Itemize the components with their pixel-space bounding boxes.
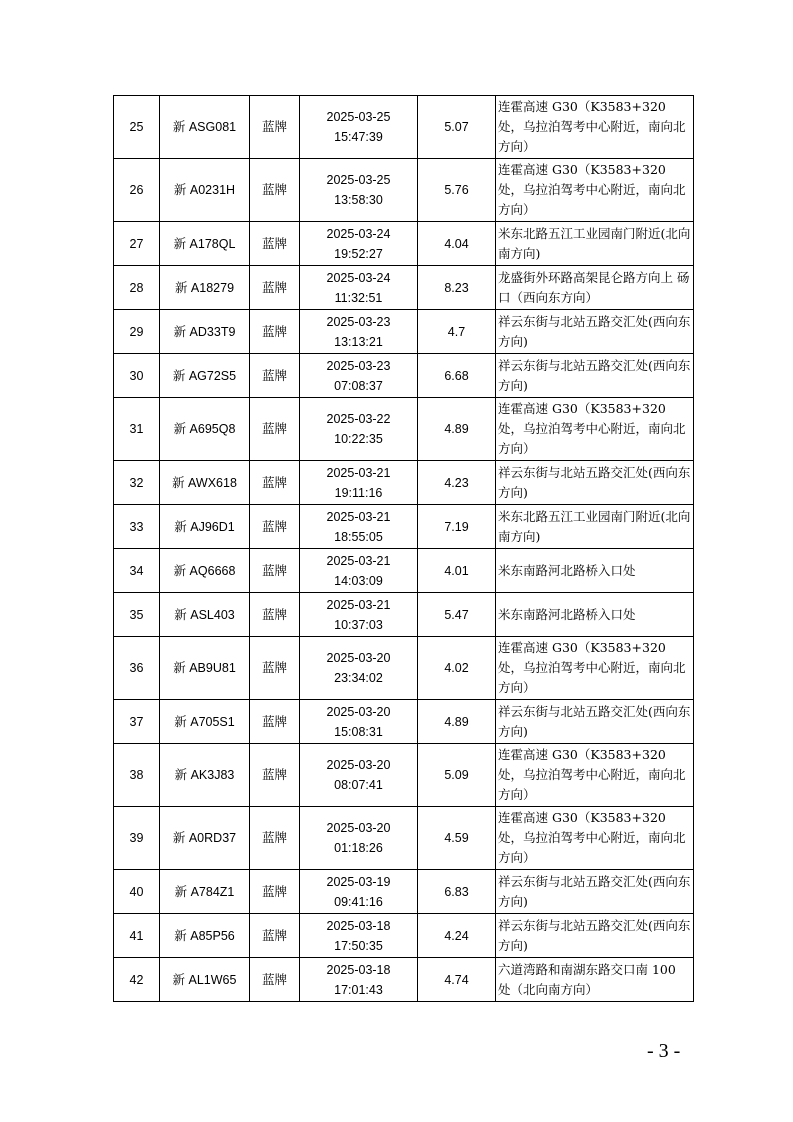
table-row — [114, 914, 694, 958]
time-text: 17:01:43 — [334, 982, 383, 997]
timestamp-cell — [300, 222, 418, 266]
timestamp-cell — [300, 549, 418, 593]
timestamp-cell — [300, 96, 418, 159]
location-cell: 祥云东街与北站五路交汇处(西向东方向) — [496, 870, 694, 914]
plate-color-cell: 蓝牌 — [250, 96, 300, 159]
time-text: 15:08:31 — [334, 724, 383, 739]
location-cell: 连霍高速 G30（K3583+320 处，乌拉泊驾考中心附近，南向北方向） — [496, 159, 694, 222]
plate-color-cell: 蓝牌 — [250, 593, 300, 637]
timestamp-cell — [300, 461, 418, 505]
plate-number-cell: 新 A695Q8 — [160, 398, 250, 461]
plate-number-cell: 新 AJ96D1 — [160, 505, 250, 549]
plate-number-cell: 新 A784Z1 — [160, 870, 250, 914]
time-text: 01:18:26 — [334, 841, 383, 855]
timestamp-cell — [300, 637, 418, 700]
timestamp-cell — [300, 807, 418, 870]
row-number-cell: 28 — [114, 266, 160, 310]
plate-color-cell: 蓝牌 — [250, 505, 300, 549]
time-text: 19:52:27 — [334, 246, 383, 261]
timestamp-cell — [300, 310, 418, 354]
table-row — [114, 637, 694, 700]
location-cell: 祥云东街与北站五路交汇处(西向东方向) — [496, 700, 694, 744]
time-text: 10:22:35 — [334, 432, 383, 446]
time-text: 23:34:02 — [334, 671, 383, 685]
plate-color-cell: 蓝牌 — [250, 222, 300, 266]
table-row — [114, 461, 694, 505]
timestamp-cell — [300, 505, 418, 549]
measured-value-cell: 4.04 — [418, 222, 496, 266]
location-cell: 祥云东街与北站五路交汇处(西向东方向) — [496, 914, 694, 958]
date-text: 2025-03-21 — [326, 597, 391, 612]
plate-number-cell: 新 ASL403 — [160, 593, 250, 637]
location-cell: 龙盛街外环路高架昆仑路方向上 砀口（西向东方向） — [496, 266, 694, 310]
time-text: 13:58:30 — [334, 193, 383, 207]
measured-value-cell: 5.47 — [418, 593, 496, 637]
location-cell: 祥云东街与北站五路交汇处(西向东方向) — [496, 461, 694, 505]
time-text: 14:03:09 — [334, 573, 383, 588]
plate-color-cell: 蓝牌 — [250, 159, 300, 222]
row-number-cell: 25 — [114, 96, 160, 159]
measured-value-cell: 5.76 — [418, 159, 496, 222]
date-text: 2025-03-19 — [326, 874, 391, 889]
plate-color-cell: 蓝牌 — [250, 266, 300, 310]
plate-number-cell: 新 AQ6668 — [160, 549, 250, 593]
row-number-cell: 26 — [114, 159, 160, 222]
timestamp-cell — [300, 398, 418, 461]
timestamp-cell — [300, 914, 418, 958]
date-text: 2025-03-20 — [326, 821, 391, 835]
time-text: 18:55:05 — [334, 529, 383, 544]
location-cell: 米东北路五江工业园南门附近(北向南方向) — [496, 222, 694, 266]
time-text: 09:41:16 — [334, 894, 383, 909]
row-number-cell: 42 — [114, 958, 160, 1002]
row-number-cell: 38 — [114, 744, 160, 807]
plate-color-cell: 蓝牌 — [250, 807, 300, 870]
row-number-cell: 40 — [114, 870, 160, 914]
location-cell: 连霍高速 G30（K3583+320 处，乌拉泊驾考中心附近，南向北方向） — [496, 744, 694, 807]
location-cell: 连霍高速 G30（K3583+320 处，乌拉泊驾考中心附近，南向北方向） — [496, 398, 694, 461]
row-number-cell: 33 — [114, 505, 160, 549]
plate-color-cell: 蓝牌 — [250, 310, 300, 354]
measured-value-cell: 4.23 — [418, 461, 496, 505]
measured-value-cell: 4.59 — [418, 807, 496, 870]
location-cell: 米东南路河北路桥入口处 — [496, 549, 694, 593]
plate-number-cell: 新 A0RD37 — [160, 807, 250, 870]
date-text: 2025-03-20 — [326, 758, 391, 772]
plate-number-cell: 新 ASG081 — [160, 96, 250, 159]
time-text: 15:47:39 — [334, 130, 383, 144]
date-text: 2025-03-24 — [326, 226, 391, 241]
measured-value-cell: 6.68 — [418, 354, 496, 398]
row-number-cell: 32 — [114, 461, 160, 505]
date-text: 2025-03-24 — [326, 270, 391, 285]
measured-value-cell: 4.89 — [418, 700, 496, 744]
row-number-cell: 34 — [114, 549, 160, 593]
plate-color-cell: 蓝牌 — [250, 914, 300, 958]
measured-value-cell: 5.07 — [418, 96, 496, 159]
time-text: 13:13:21 — [334, 334, 383, 349]
time-text: 19:11:16 — [334, 485, 383, 500]
date-text: 2025-03-23 — [326, 314, 391, 329]
table-row — [114, 549, 694, 593]
date-text: 2025-03-20 — [326, 704, 391, 719]
location-cell: 祥云东街与北站五路交汇处(西向东方向) — [496, 354, 694, 398]
plate-number-cell: 新 AK3J83 — [160, 744, 250, 807]
table-row — [114, 958, 694, 1002]
date-text: 2025-03-20 — [326, 651, 391, 665]
date-text: 2025-03-22 — [326, 412, 391, 426]
timestamp-cell — [300, 870, 418, 914]
timestamp-cell — [300, 354, 418, 398]
measured-value-cell: 4.02 — [418, 637, 496, 700]
date-text: 2025-03-18 — [326, 918, 391, 933]
row-number-cell: 37 — [114, 700, 160, 744]
records-table — [113, 95, 694, 1002]
row-number-cell: 39 — [114, 807, 160, 870]
date-text: 2025-03-23 — [326, 358, 391, 373]
location-cell: 祥云东街与北站五路交汇处(西向东方向) — [496, 310, 694, 354]
plate-color-cell: 蓝牌 — [250, 700, 300, 744]
time-text: 17:50:35 — [334, 938, 383, 953]
measured-value-cell: 4.7 — [418, 310, 496, 354]
table-row — [114, 266, 694, 310]
row-number-cell: 41 — [114, 914, 160, 958]
records-table-body — [114, 96, 694, 1002]
date-text: 2025-03-21 — [326, 465, 391, 480]
page-number: - 3 - — [647, 1040, 681, 1062]
table-row — [114, 744, 694, 807]
plate-color-cell: 蓝牌 — [250, 744, 300, 807]
measured-value-cell: 4.01 — [418, 549, 496, 593]
row-number-cell: 30 — [114, 354, 160, 398]
plate-number-cell: 新 A18279 — [160, 266, 250, 310]
table-row — [114, 310, 694, 354]
table-row — [114, 700, 694, 744]
measured-value-cell: 8.23 — [418, 266, 496, 310]
location-cell: 六道湾路和南湖东路交口南 100 处（北向南方向） — [496, 958, 694, 1002]
row-number-cell: 35 — [114, 593, 160, 637]
plate-number-cell: 新 A0231H — [160, 159, 250, 222]
measured-value-cell: 6.83 — [418, 870, 496, 914]
table-row — [114, 96, 694, 159]
timestamp-cell — [300, 593, 418, 637]
location-cell: 米东南路河北路桥入口处 — [496, 593, 694, 637]
time-text: 08:07:41 — [334, 778, 383, 792]
table-row — [114, 807, 694, 870]
row-number-cell: 31 — [114, 398, 160, 461]
date-text: 2025-03-25 — [326, 110, 391, 124]
table-row — [114, 593, 694, 637]
row-number-cell: 36 — [114, 637, 160, 700]
row-number-cell: 27 — [114, 222, 160, 266]
location-cell: 米东北路五江工业园南门附近(北向南方向) — [496, 505, 694, 549]
plate-color-cell: 蓝牌 — [250, 354, 300, 398]
row-number-cell: 29 — [114, 310, 160, 354]
plate-number-cell: 新 AB9U81 — [160, 637, 250, 700]
plate-color-cell: 蓝牌 — [250, 870, 300, 914]
plate-number-cell: 新 AWX618 — [160, 461, 250, 505]
table-row — [114, 398, 694, 461]
location-cell: 连霍高速 G30（K3583+320 处，乌拉泊驾考中心附近，南向北方向） — [496, 96, 694, 159]
table-row — [114, 354, 694, 398]
timestamp-cell — [300, 159, 418, 222]
time-text: 07:08:37 — [334, 378, 383, 393]
date-text: 2025-03-21 — [326, 553, 391, 568]
plate-color-cell: 蓝牌 — [250, 958, 300, 1002]
plate-number-cell: 新 AL1W65 — [160, 958, 250, 1002]
measured-value-cell: 4.24 — [418, 914, 496, 958]
measured-value-cell: 7.19 — [418, 505, 496, 549]
timestamp-cell — [300, 266, 418, 310]
table-row — [114, 222, 694, 266]
measured-value-cell: 4.74 — [418, 958, 496, 1002]
timestamp-cell — [300, 744, 418, 807]
time-text: 10:37:03 — [334, 617, 383, 632]
plate-color-cell: 蓝牌 — [250, 398, 300, 461]
table-row — [114, 159, 694, 222]
timestamp-cell — [300, 700, 418, 744]
plate-number-cell: 新 A705S1 — [160, 700, 250, 744]
plate-number-cell: 新 AG72S5 — [160, 354, 250, 398]
time-text: 11:32:51 — [334, 290, 383, 305]
measured-value-cell: 5.09 — [418, 744, 496, 807]
table-row — [114, 505, 694, 549]
location-cell: 连霍高速 G30（K3583+320 处，乌拉泊驾考中心附近，南向北方向） — [496, 637, 694, 700]
plate-color-cell: 蓝牌 — [250, 549, 300, 593]
timestamp-cell — [300, 958, 418, 1002]
plate-number-cell: 新 A85P56 — [160, 914, 250, 958]
measured-value-cell: 4.89 — [418, 398, 496, 461]
table-row — [114, 870, 694, 914]
plate-color-cell: 蓝牌 — [250, 637, 300, 700]
plate-color-cell: 蓝牌 — [250, 461, 300, 505]
plate-number-cell: 新 AD33T9 — [160, 310, 250, 354]
date-text: 2025-03-21 — [326, 509, 391, 524]
plate-number-cell: 新 A178QL — [160, 222, 250, 266]
date-text: 2025-03-25 — [326, 173, 391, 187]
location-cell: 连霍高速 G30（K3583+320 处，乌拉泊驾考中心附近，南向北方向） — [496, 807, 694, 870]
date-text: 2025-03-18 — [326, 962, 391, 977]
